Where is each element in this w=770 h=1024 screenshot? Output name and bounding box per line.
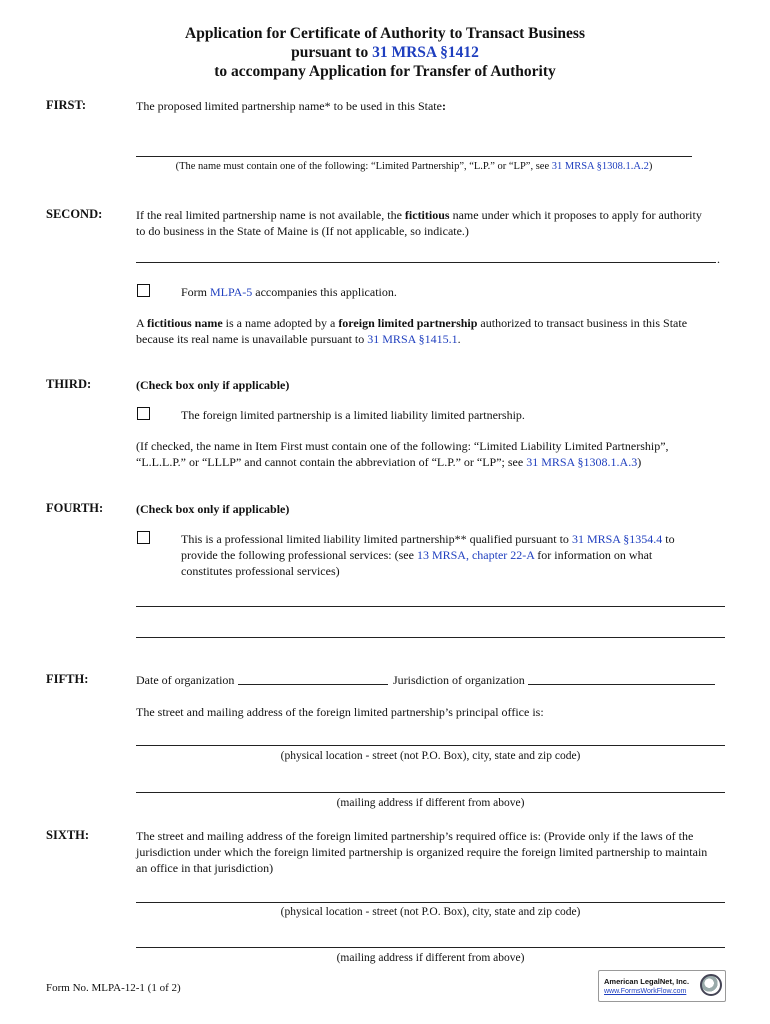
logo-url-link[interactable]: www.FormsWorkFlow.com — [604, 988, 687, 995]
date-of-organization-label: Date of organization — [136, 673, 235, 687]
form-title-line3: to accompany Application for Transfer of Authority — [214, 63, 556, 80]
required-office-line2: jurisdiction under which the foreign limited partnership is organized require the foreign limited partnership to maintain — [136, 845, 708, 859]
mlpa5-checkbox[interactable] — [137, 284, 150, 297]
statute-link-1308-1-a-3[interactable]: 31 MRSA §1308.1.A.3 — [526, 455, 638, 469]
professional-services-field-1[interactable] — [136, 606, 725, 607]
fictitious-name-field[interactable] — [136, 262, 716, 263]
required-office-line1: The street and mailing address of the foreign limited partnership’s required office is: (Provide only if the laws of the — [136, 829, 694, 843]
statute-link-1415-1[interactable]: 31 MRSA §1415.1 — [367, 332, 458, 346]
globe-seal-icon — [700, 974, 722, 996]
principal-physical-caption: (physical location - street (not P.O. Box), city, state and zip code) — [280, 750, 581, 762]
section-label-third: THIRD: — [46, 377, 92, 391]
professional-services-field-2[interactable] — [136, 637, 725, 638]
principal-mailing-address-field[interactable] — [136, 792, 725, 793]
jurisdiction-label: Jurisdiction of organization — [393, 673, 525, 687]
section-label-first: FIRST: — [46, 98, 87, 112]
form-title-line1: Application for Certificate of Authority to Transact Business — [185, 25, 585, 42]
fictitious-name-period: . — [717, 252, 720, 266]
professional-lllp-checkbox[interactable] — [137, 531, 150, 544]
professional-line2: provide the following professional services: (see 13 MRSA, chapter 22-A for information on what — [181, 548, 653, 562]
principal-physical-address-field[interactable] — [136, 745, 725, 746]
american-legalnet-logo — [598, 970, 726, 1002]
fourth-check-note: (Check box only if applicable) — [136, 502, 290, 516]
mlpa5-statement: Form MLPA-5 accompanies this application. — [181, 285, 397, 299]
form-title-line2: pursuant to 31 MRSA §1412 — [291, 44, 479, 61]
fictitious-definition-line1: A fictitious name is a name adopted by a foreign limited partnership authorized to transact business in this State — [136, 316, 688, 330]
section-label-sixth: SIXTH: — [46, 828, 90, 842]
required-mailing-caption: (mailing address if different from above) — [336, 952, 525, 964]
required-physical-caption: (physical location - street (not P.O. Box), city, state and zip code) — [280, 906, 581, 918]
professional-line1: This is a professional limited liability limited partnership** qualified pursuant to 31 MRSA §1354.4 to — [181, 532, 675, 546]
section-label-second: SECOND: — [46, 207, 103, 221]
principal-office-intro: The street and mailing address of the foreign limited partnership’s principal office is: — [136, 705, 544, 719]
section-label-fifth: FIFTH: — [46, 672, 89, 686]
lllp-note-line2: “L.L.L.P.” or “LLLP” and cannot contain the abbreviation of “L.P.” or “LP”; see 31 MRSA §1308.1.A.3) — [136, 455, 642, 469]
statute-link-1412[interactable]: 31 MRSA §1412 — [372, 44, 479, 61]
form-link-mlpa5[interactable]: MLPA-5 — [210, 285, 253, 299]
fictitious-definition-line2: because its real name is unavailable pursuant to 31 MRSA §1415.1. — [136, 332, 461, 346]
required-office-line3: an office in that jurisdiction) — [136, 861, 274, 875]
lllp-statement: The foreign limited partnership is a limited liability limited partnership. — [181, 408, 525, 422]
lp-name-field[interactable] — [136, 156, 692, 157]
required-mailing-address-field[interactable] — [136, 947, 725, 948]
lllp-checkbox[interactable] — [137, 407, 150, 420]
first-prompt: The proposed limited partnership name* to be used in this State: — [136, 99, 446, 113]
principal-mailing-caption: (mailing address if different from above) — [336, 797, 525, 809]
third-check-note: (Check box only if applicable) — [136, 378, 290, 392]
second-prompt-line1: If the real limited partnership name is not available, the fictitious name under which it proposes to apply for authority — [136, 208, 702, 222]
logo-company-name: American LegalNet, Inc. — [604, 977, 690, 986]
second-prompt-line2: to do business in the State of Maine is (If not applicable, so indicate.) — [136, 224, 469, 238]
statute-link-1308-1-a-2[interactable]: 31 MRSA §1308.1.A.2 — [551, 161, 649, 172]
professional-line3: constitutes professional services) — [181, 564, 340, 578]
date-of-organization-field[interactable] — [238, 684, 388, 685]
form-number: Form No. MLPA-12-1 (1 of 2) — [46, 982, 181, 994]
statute-link-13-mrsa-22a[interactable]: 13 MRSA, chapter 22-A — [416, 548, 535, 562]
lllp-note-line1: (If checked, the name in Item First must contain one of the following: “Limited Liability Limited Partnership”, — [136, 439, 669, 453]
jurisdiction-field[interactable] — [528, 684, 715, 685]
statute-link-1354-4[interactable]: 31 MRSA §1354.4 — [571, 532, 663, 546]
required-physical-address-field[interactable] — [136, 902, 725, 903]
first-name-note: (The name must contain one of the following: “Limited Partnership”, “L.P.” or “LP”, see 31 MRSA §1308.1.A.2) — [175, 161, 653, 172]
section-label-fourth: FOURTH: — [46, 501, 104, 515]
